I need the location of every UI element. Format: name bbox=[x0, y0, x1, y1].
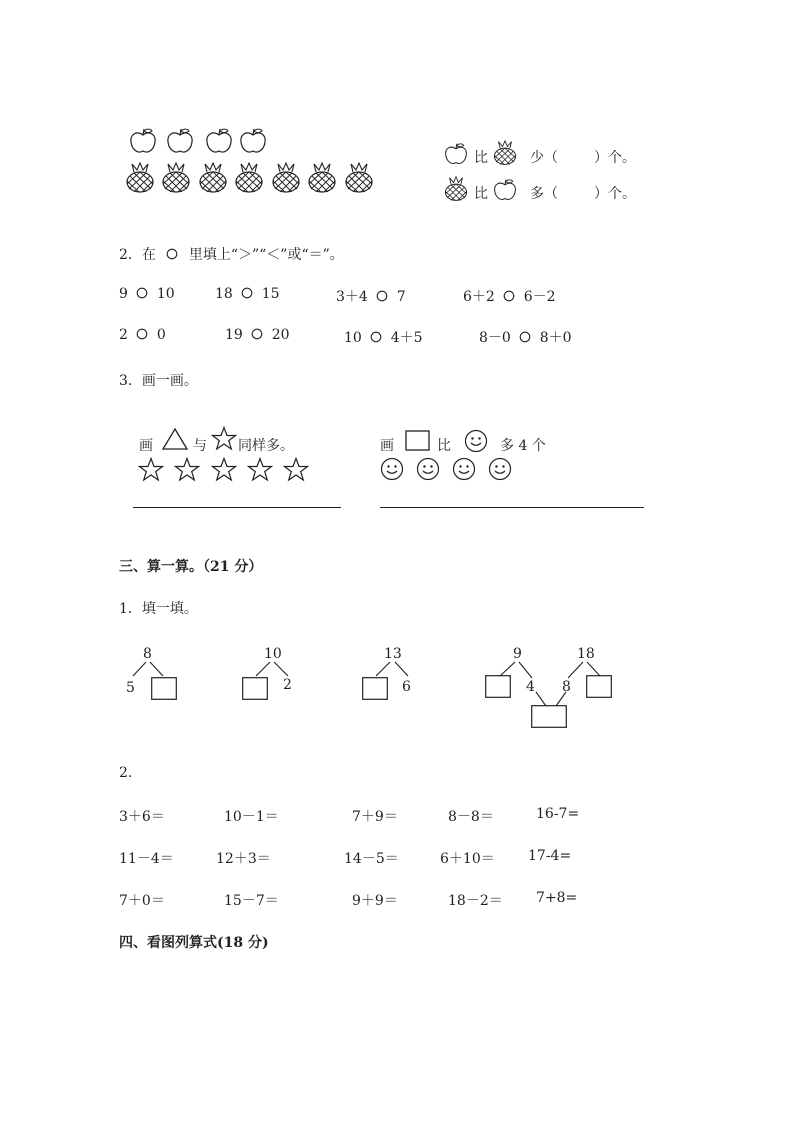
answer-box[interactable] bbox=[531, 705, 567, 732]
calc-item: 14－5＝ bbox=[344, 851, 399, 867]
section3-sub1: 1．填一填。 bbox=[119, 601, 198, 617]
calc-item: 11－4＝ bbox=[119, 851, 174, 867]
right-operand: 10 bbox=[156, 286, 175, 302]
calc-item: 8－8＝ bbox=[448, 809, 494, 825]
left-operand: 3＋4 bbox=[336, 289, 368, 305]
compare-word: 比 bbox=[474, 186, 488, 202]
left-operand: 10 bbox=[344, 330, 362, 346]
compare-relation: 多（ bbox=[530, 186, 558, 202]
bond-part: 5 bbox=[126, 680, 135, 696]
left-operand: 6＋2 bbox=[463, 289, 495, 305]
right-operand: 6－2 bbox=[523, 289, 556, 305]
answer-box[interactable] bbox=[151, 677, 177, 704]
bond-total: 13 bbox=[384, 646, 402, 662]
calc-item: 18－2＝ bbox=[448, 893, 503, 909]
right-operand: 7 bbox=[396, 289, 406, 305]
right-operand: 15 bbox=[261, 286, 280, 302]
calc-item: 15－7＝ bbox=[224, 893, 279, 909]
than-word: 比 bbox=[437, 438, 451, 454]
left-operand: 8－0 bbox=[479, 330, 511, 346]
q2-label: 2．在 bbox=[119, 247, 156, 263]
calc-item: 9＋9＝ bbox=[352, 893, 398, 909]
left-operand: 19 bbox=[225, 327, 243, 343]
compare-relation: 少（ bbox=[530, 150, 558, 166]
calc-item: 16-7= bbox=[536, 806, 580, 822]
bond-part: 6 bbox=[402, 679, 411, 695]
answer-box[interactable] bbox=[242, 677, 268, 704]
same-amount-text: 同样多。 bbox=[238, 438, 294, 454]
more-text: 多 4 个 bbox=[500, 438, 546, 454]
right-operand: 20 bbox=[271, 327, 290, 343]
bond-total: 18 bbox=[577, 646, 595, 662]
q3-label: 3．画一画。 bbox=[119, 373, 198, 389]
section3-sub2: 2. bbox=[119, 765, 133, 781]
answer-box[interactable] bbox=[362, 677, 388, 704]
calc-item: 7＋9＝ bbox=[352, 809, 398, 825]
compare-tail: ）个。 bbox=[594, 186, 636, 202]
bond-total: 8 bbox=[143, 646, 152, 662]
bond-total: 10 bbox=[264, 646, 282, 662]
compare-word: 比 bbox=[474, 150, 488, 166]
answer-box[interactable] bbox=[586, 675, 612, 702]
section4-title: 四、看图列算式(18 分) bbox=[119, 935, 269, 951]
compare-tail: ）个。 bbox=[594, 150, 636, 166]
right-operand: 0 bbox=[156, 327, 166, 343]
bond-part: 4 bbox=[526, 679, 535, 695]
draw-word: 画 bbox=[380, 438, 394, 454]
left-operand: 2 bbox=[119, 327, 128, 343]
bond-part: 2 bbox=[283, 677, 292, 693]
section3-title: 三、算一算。（21 分） bbox=[119, 559, 263, 575]
calc-item: 17-4= bbox=[528, 848, 572, 864]
bond-part: 8 bbox=[562, 679, 571, 695]
calc-item: 10－1＝ bbox=[224, 809, 279, 825]
answer-box[interactable] bbox=[485, 675, 511, 702]
draw-word: 画 bbox=[139, 438, 153, 454]
left-operand: 9 bbox=[119, 286, 128, 302]
q2-instruction: 里填上“＞”“＜”或“＝”。 bbox=[188, 247, 344, 263]
left-operand: 18 bbox=[215, 286, 233, 302]
calc-item: 7＋0＝ bbox=[119, 893, 165, 909]
calc-item: 6＋10＝ bbox=[440, 851, 495, 867]
right-operand: 4＋5 bbox=[390, 330, 423, 346]
calc-item: 7+8= bbox=[536, 890, 578, 906]
bond-total: 9 bbox=[513, 646, 522, 662]
with-word: 与 bbox=[193, 438, 207, 454]
calc-item: 12＋3＝ bbox=[216, 851, 271, 867]
calc-item: 3＋6＝ bbox=[119, 809, 165, 825]
right-operand: 8＋0 bbox=[539, 330, 572, 346]
